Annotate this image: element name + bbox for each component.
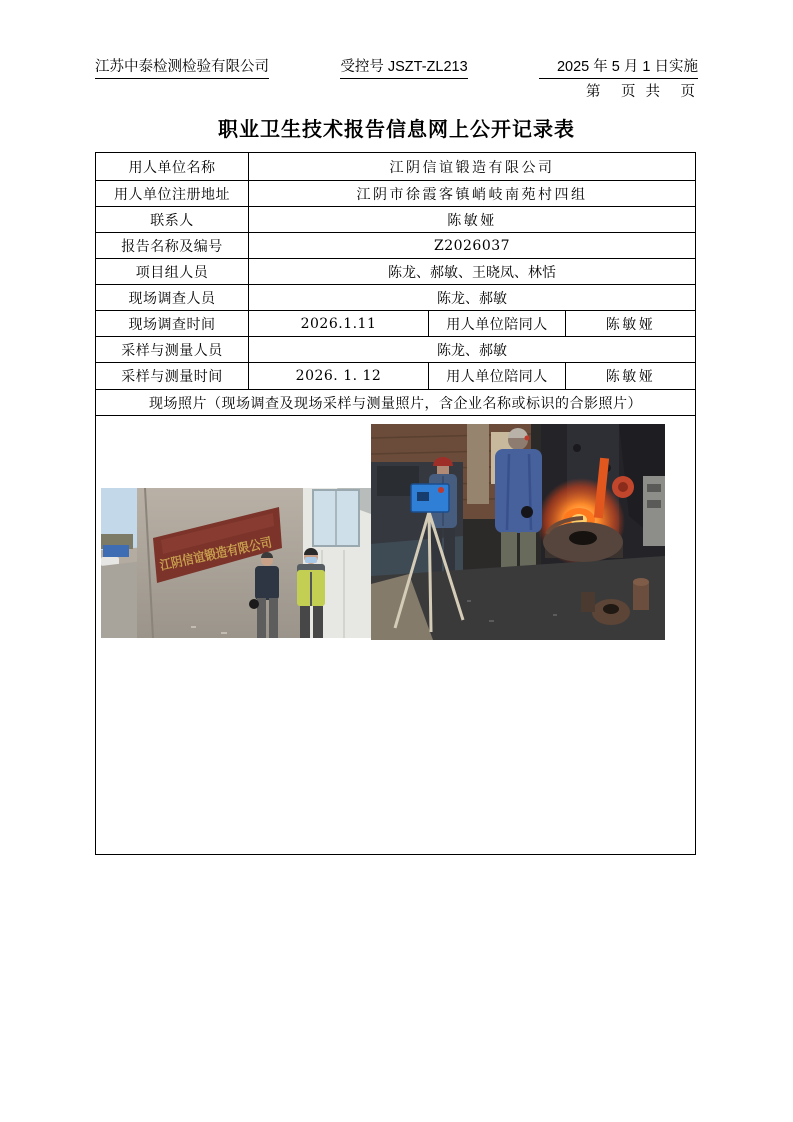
blue-jacket	[495, 449, 542, 533]
company-sign-text: 江阴信谊锻造有限公司	[158, 531, 289, 573]
workshop-photo	[371, 424, 665, 640]
photo-area	[98, 416, 693, 854]
row-label: 现场调查时间	[96, 311, 249, 337]
table-row	[96, 233, 696, 259]
table-row	[96, 259, 696, 285]
table-row	[96, 181, 696, 207]
document-title: 职业卫生技术报告信息网上公开记录表	[218, 119, 575, 141]
header-company-name: 江苏中泰检测检验有限公司	[95, 55, 269, 79]
photo-caption-row	[96, 390, 696, 416]
table-row	[96, 311, 696, 337]
photo-row	[96, 416, 696, 855]
row-label: 联系人	[96, 207, 249, 233]
row-label: 项目组人员	[96, 259, 249, 285]
row-label: 报告名称及编号	[96, 233, 249, 259]
sampling-date-value: 2026. 1. 12	[249, 363, 429, 390]
photo-cell	[96, 416, 696, 855]
companion-label: 用人单位陪同人	[429, 311, 566, 337]
row-label: 现场调查人员	[96, 285, 249, 311]
employer-address-value: 江阴市徐霞客镇峭岐南苑村四组	[249, 181, 696, 207]
table-row	[96, 153, 696, 181]
sampling-staff-value: 陈龙、郝敏	[249, 337, 696, 363]
work-glove	[521, 506, 533, 518]
blue-containers	[103, 545, 129, 557]
photo-section-caption: 现场照片（现场调查及现场采样与测量照片，含企业名称或标识的合影照片）	[96, 390, 696, 416]
project-team-value: 陈龙、郝敏、王晓凤、林恬	[249, 259, 696, 285]
row-label: 用人单位名称	[96, 153, 249, 181]
companion-label: 用人单位陪同人	[429, 363, 566, 390]
companion-name-value: 陈敏娅	[566, 311, 696, 337]
header-control-number: 受控号 JSZT-ZL213	[340, 55, 467, 79]
record-table	[95, 152, 696, 855]
companion-name-value: 陈敏娅	[566, 363, 696, 390]
table-row	[96, 207, 696, 233]
row-label: 采样与测量时间	[96, 363, 249, 390]
page-number-line: 第 页 共 页	[585, 84, 698, 100]
table-row	[96, 337, 696, 363]
site-entrance-photo	[101, 488, 371, 638]
survey-staff-value: 陈龙、郝敏	[249, 285, 696, 311]
table-row	[96, 363, 696, 390]
row-label: 采样与测量人员	[96, 337, 249, 363]
table-row	[96, 285, 696, 311]
document-header	[95, 55, 698, 79]
gloves-in-hand	[249, 599, 259, 609]
wall-column	[467, 424, 489, 504]
survey-date-value: 2026.1.11	[249, 311, 429, 337]
header-implement-date: 2025 年 5 月 1 日实施	[539, 55, 698, 79]
contact-person-value: 陈敏娅	[249, 207, 696, 233]
report-number-value: Z2026037	[249, 233, 696, 259]
face-mask	[305, 557, 317, 563]
row-label: 用人单位注册地址	[96, 181, 249, 207]
employer-name-value: 江阴信谊锻造有限公司	[249, 153, 696, 181]
